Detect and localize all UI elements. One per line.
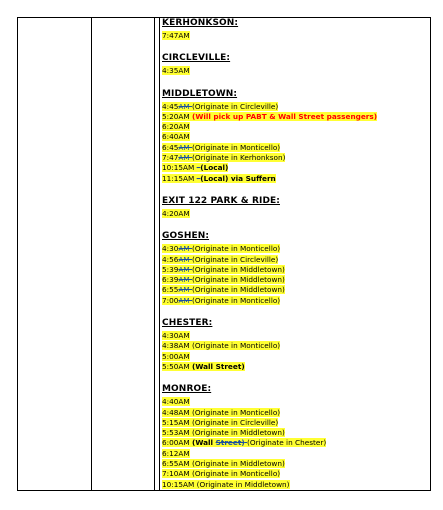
time-text: 4:48AM (Originate in Monticello) bbox=[162, 407, 281, 417]
time-text: (Originate in Middletown) bbox=[192, 285, 285, 295]
struck-text: AM bbox=[178, 264, 192, 274]
time-text: 4:38AM (Originate in Monticello) bbox=[162, 341, 281, 351]
note-text: (Will pick up PABT & Wall Street passengers) bbox=[192, 111, 378, 121]
departure-text bbox=[162, 244, 280, 253]
stop-section bbox=[162, 196, 430, 219]
struck-text: AM bbox=[178, 275, 192, 285]
time-text: (Originate in Circleville) bbox=[192, 101, 279, 111]
departure-line bbox=[162, 296, 430, 306]
departure-line bbox=[162, 209, 430, 219]
struck-text: AM bbox=[178, 254, 192, 264]
time-text: 4:30AM bbox=[162, 331, 190, 341]
time-text: 5:20AM bbox=[162, 111, 192, 121]
time-text: 6:55AM (Originate in Middletown) bbox=[162, 459, 285, 469]
departure-line bbox=[162, 480, 430, 490]
departure-text bbox=[162, 469, 280, 478]
time-text: 7:00 bbox=[162, 295, 179, 305]
departure-text bbox=[162, 418, 278, 427]
stop-section bbox=[162, 231, 430, 306]
time-text: 6:40AM bbox=[162, 132, 190, 142]
stop-heading: KERHONKSON: bbox=[162, 18, 239, 28]
departure-line bbox=[162, 362, 430, 372]
departure-text bbox=[162, 153, 285, 162]
time-text: (Originate in Middletown) bbox=[192, 275, 285, 285]
departure-line bbox=[162, 418, 430, 428]
departure-text bbox=[162, 265, 285, 274]
time-text: 4:40AM bbox=[162, 397, 190, 407]
departure-line bbox=[162, 112, 430, 122]
departure-line bbox=[162, 408, 430, 418]
struck-text: – bbox=[196, 163, 201, 173]
time-text: 6:55 bbox=[162, 285, 179, 295]
time-text: (Originate in Kerhonkson) bbox=[192, 153, 286, 163]
time-text: (Originate in Middletown) bbox=[192, 264, 285, 274]
time-text: (Wall Street) bbox=[192, 361, 245, 371]
time-text: (Originate in Monticello) bbox=[192, 295, 281, 305]
departure-text bbox=[162, 331, 190, 340]
struck-text: AM bbox=[178, 285, 192, 295]
departure-line bbox=[162, 163, 430, 173]
departure-text bbox=[162, 449, 190, 458]
departure-line bbox=[162, 331, 430, 341]
departure-text bbox=[162, 459, 285, 468]
column-divider bbox=[159, 18, 160, 490]
time-text: (Local) via Suffern bbox=[200, 173, 276, 183]
stop-section bbox=[162, 18, 430, 41]
departure-text bbox=[162, 438, 326, 447]
departure-text bbox=[162, 362, 245, 371]
departure-text bbox=[162, 112, 377, 121]
departure-text bbox=[162, 285, 285, 294]
departure-line bbox=[162, 275, 430, 285]
departure-line bbox=[162, 153, 430, 163]
stop-heading: CHESTER: bbox=[162, 318, 213, 329]
departure-line bbox=[162, 174, 430, 184]
time-text: (Local) bbox=[200, 163, 229, 173]
departure-line bbox=[162, 341, 430, 351]
departure-line bbox=[162, 265, 430, 275]
departure-text bbox=[162, 102, 278, 111]
stop-section bbox=[162, 384, 430, 490]
stop-section bbox=[162, 53, 430, 76]
departure-text bbox=[162, 341, 280, 350]
time-text: 10:15AM bbox=[162, 163, 197, 173]
time-text: 4:56 bbox=[162, 254, 179, 264]
departure-line bbox=[162, 255, 430, 265]
departure-text bbox=[162, 174, 276, 183]
departure-line bbox=[162, 143, 430, 153]
time-text: 6:20AM bbox=[162, 122, 190, 132]
time-text: 5:39 bbox=[162, 264, 179, 274]
struck-text: AM bbox=[178, 101, 192, 111]
stop-heading: MIDDLETOWN: bbox=[162, 88, 238, 99]
time-text: 4:45 bbox=[162, 101, 179, 111]
departure-text bbox=[162, 408, 280, 417]
struck-text: AM bbox=[178, 153, 192, 163]
struck-text: – bbox=[196, 173, 201, 183]
departure-text bbox=[162, 66, 190, 75]
departure-line bbox=[162, 132, 430, 142]
stop-heading: EXIT 122 PARK & RIDE: bbox=[162, 195, 280, 206]
departure-text bbox=[162, 255, 278, 264]
stop-heading: CIRCLEVILLE: bbox=[162, 53, 231, 64]
time-text: 7:10AM (Originate in Monticello) bbox=[162, 469, 281, 479]
departure-line bbox=[162, 428, 430, 438]
departure-line bbox=[162, 66, 430, 76]
stop-heading: MONROE: bbox=[162, 384, 212, 395]
departure-text bbox=[162, 480, 290, 489]
column-divider bbox=[154, 18, 155, 490]
time-text: 6:12AM bbox=[162, 448, 190, 458]
time-text: 5:15AM (Originate in Circleville) bbox=[162, 417, 279, 427]
time-text: 7:47 bbox=[162, 153, 179, 163]
time-text: (Originate in Chester) bbox=[247, 438, 327, 448]
time-text: (Originate in Circleville) bbox=[192, 254, 279, 264]
time-text: 5:50AM bbox=[162, 361, 192, 371]
time-text: 4:35AM bbox=[162, 66, 190, 76]
time-text: (Originate in Monticello) bbox=[192, 244, 281, 254]
departure-text bbox=[162, 132, 190, 141]
departure-line bbox=[162, 438, 430, 448]
departure-line bbox=[162, 31, 430, 41]
struck-text: AM bbox=[178, 142, 192, 152]
departure-line bbox=[162, 122, 430, 132]
departure-line bbox=[162, 449, 430, 459]
struck-text: Street) bbox=[215, 438, 245, 448]
departure-text bbox=[162, 122, 190, 131]
departure-line bbox=[162, 459, 430, 469]
stop-section bbox=[162, 318, 430, 372]
time-text: 11:15AM bbox=[162, 173, 197, 183]
stop-section bbox=[162, 89, 430, 184]
column-divider bbox=[91, 18, 92, 490]
departure-text bbox=[162, 397, 190, 406]
time-text: 6:00AM bbox=[162, 438, 192, 448]
schedule-content bbox=[162, 18, 430, 502]
departure-text bbox=[162, 352, 190, 361]
departure-text bbox=[162, 143, 280, 152]
departure-line bbox=[162, 397, 430, 407]
departure-line bbox=[162, 244, 430, 254]
struck-text: AM bbox=[178, 244, 192, 254]
departure-text bbox=[162, 275, 285, 284]
departure-line bbox=[162, 285, 430, 295]
time-text: 4:30 bbox=[162, 244, 179, 254]
stop-heading: GOSHEN: bbox=[162, 231, 210, 242]
time-text: 4:20AM bbox=[162, 208, 190, 218]
time-text: 7:47AM bbox=[162, 31, 190, 40]
struck-text: AM bbox=[178, 295, 192, 305]
time-text: (Wall bbox=[192, 438, 216, 448]
departure-text bbox=[162, 428, 285, 437]
departure-text bbox=[162, 163, 228, 172]
departure-text bbox=[162, 296, 280, 305]
departure-line bbox=[162, 352, 430, 362]
time-text: 10:15AM (Originate in Middletown) bbox=[162, 479, 290, 489]
time-text: 5:00AM bbox=[162, 351, 190, 361]
time-text: (Originate in Monticello) bbox=[192, 142, 281, 152]
time-text: 5:53AM (Originate in Middletown) bbox=[162, 428, 285, 438]
departure-line bbox=[162, 102, 430, 112]
departure-line bbox=[162, 469, 430, 479]
departure-text bbox=[162, 31, 190, 40]
time-text: 6:45 bbox=[162, 142, 179, 152]
time-text: 6:39 bbox=[162, 275, 179, 285]
departure-text bbox=[162, 209, 190, 218]
